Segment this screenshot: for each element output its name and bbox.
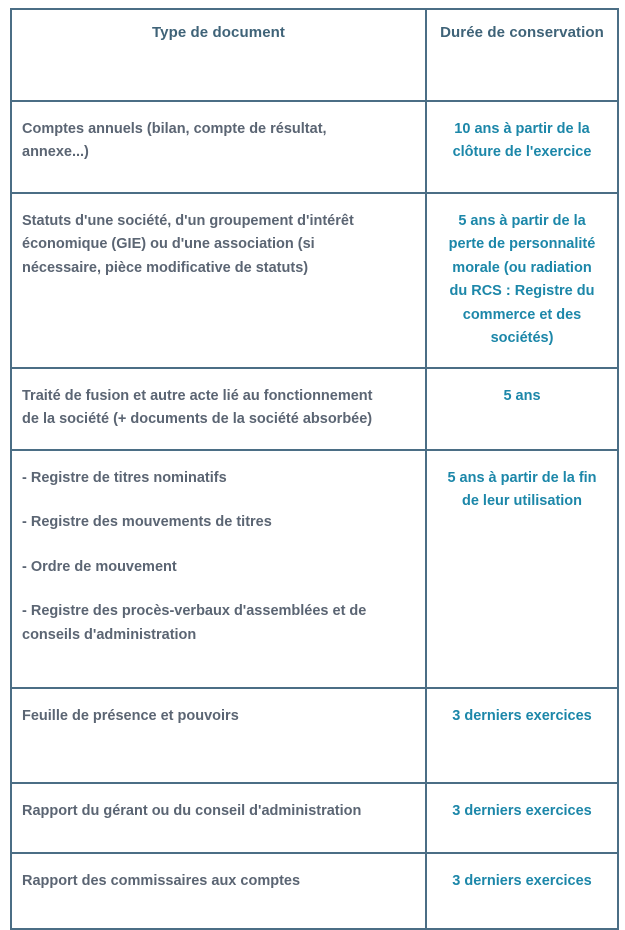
cell-document-type xyxy=(11,783,426,853)
text-line: - Registre de titres nominatifs xyxy=(22,469,227,486)
cell-retention-duration xyxy=(426,101,618,193)
text-line: 10 ans à partir de la xyxy=(454,121,590,137)
table-body xyxy=(11,101,618,929)
text-line: économique (GIE) ou d'une association (si xyxy=(22,236,315,253)
text-line: 5 ans à partir de la xyxy=(458,213,586,229)
text-line: de la société (+ documents de la société absorbée) xyxy=(22,411,373,428)
table-row xyxy=(11,688,618,783)
table-row xyxy=(11,101,618,193)
text-line: Feuille de présence et pouvoirs xyxy=(22,707,239,724)
document-retention-table xyxy=(10,8,619,930)
text-line: 5 ans à partir de la fin xyxy=(447,469,597,486)
cell-retention-duration xyxy=(426,450,618,688)
cell-retention-duration xyxy=(426,688,618,783)
cell-document-type xyxy=(11,688,426,783)
cell-document-type xyxy=(11,853,426,929)
text-line: 3 derniers exercices xyxy=(452,802,592,819)
text-line: de leur utilisation xyxy=(461,493,583,510)
text-line: Rapport des commissaires aux comptes xyxy=(22,872,301,889)
text-line: - Ordre de mouvement xyxy=(22,558,177,575)
table-row xyxy=(11,368,618,450)
text-line: - Registre des mouvements de titres xyxy=(22,514,272,531)
cell-retention-duration xyxy=(426,783,618,853)
text-line: Traité de fusion et autre acte lié au fonctionnement xyxy=(22,387,373,404)
text-line: perte de personnalité xyxy=(448,236,596,253)
text-line: morale (ou radiation xyxy=(452,259,592,276)
cell-document-type xyxy=(11,101,426,193)
cell-document-type xyxy=(11,193,426,368)
cell-retention-duration xyxy=(426,853,618,929)
column-header-duree-de-conservation: Durée de conservation xyxy=(426,9,618,101)
list-item xyxy=(22,600,411,647)
text-line: du RCS : Registre du xyxy=(449,283,595,300)
text-line: Rapport du gérant ou du conseil d'administration xyxy=(22,802,362,819)
text-line: 3 derniers exercices xyxy=(452,707,592,724)
column-header-type-de-document: Type de document xyxy=(11,9,426,101)
document-retention-table-container xyxy=(10,8,617,930)
text-line: conseils d'administration xyxy=(22,626,197,643)
cell-document-type xyxy=(11,368,426,450)
list-item xyxy=(22,467,411,490)
text-line: annexe...) xyxy=(22,144,89,161)
cell-retention-duration xyxy=(426,193,618,368)
text-line: - Registre des procès-verbaux d'assemblées et de xyxy=(22,603,367,620)
text-line: Comptes annuels (bilan, compte de résultat, xyxy=(22,121,327,137)
text-line: sociétés) xyxy=(490,330,554,347)
cell-retention-duration xyxy=(426,368,618,450)
table-row xyxy=(11,783,618,853)
table-header-row xyxy=(11,9,618,101)
table-row xyxy=(11,193,618,368)
text-line: commerce et des xyxy=(462,306,582,323)
list-item xyxy=(22,511,411,534)
table-header xyxy=(11,9,618,101)
table-row xyxy=(11,853,618,929)
text-line: 5 ans xyxy=(503,387,541,404)
text-line: 3 derniers exercices xyxy=(452,872,592,889)
text-line: Statuts d'une société, d'un groupement d'intérêt xyxy=(22,213,354,229)
cell-document-type xyxy=(11,450,426,688)
text-line: nécessaire, pièce modificative de statuts) xyxy=(22,259,309,276)
list-item xyxy=(22,556,411,579)
table-row xyxy=(11,450,618,688)
text-line: clôture de l'exercice xyxy=(452,144,592,161)
